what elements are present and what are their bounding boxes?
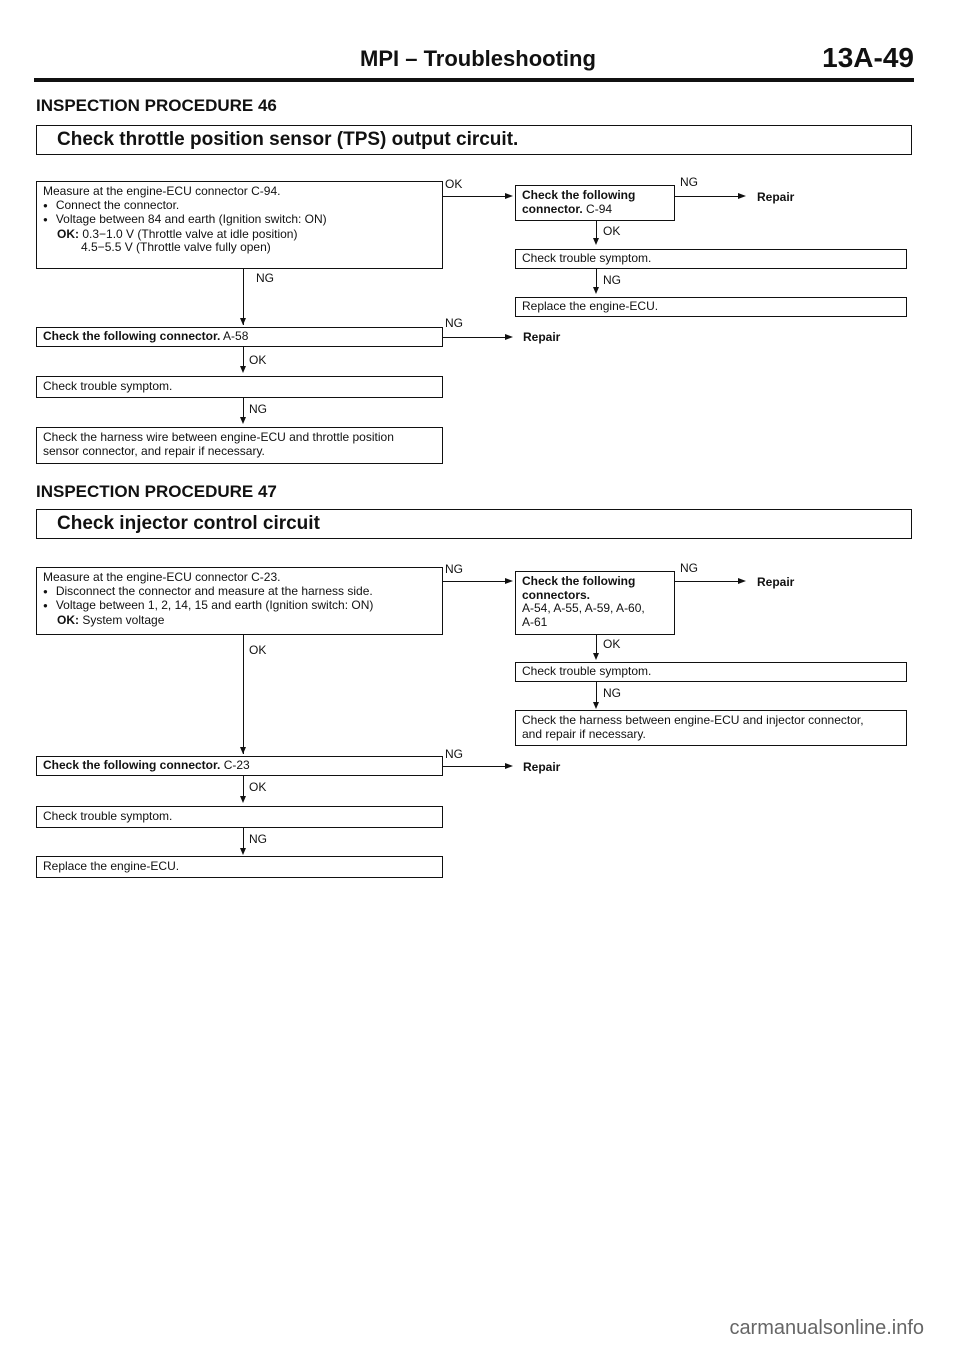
p47-connector-title: Check the following connector. bbox=[43, 758, 221, 772]
p47-replace-box: Replace the engine-ECU. bbox=[36, 856, 443, 878]
p46-measure-box bbox=[36, 181, 443, 269]
p47-right-ng2-label: NG bbox=[603, 686, 621, 700]
p46-connector-ok-arrow bbox=[240, 366, 246, 373]
p46-right-check-code: C-94 bbox=[586, 201, 613, 216]
p47-symptom-box: Check trouble symptom. bbox=[36, 806, 443, 828]
p46-connector-code: A-58 bbox=[223, 329, 249, 343]
p46-right-ok-arrow bbox=[593, 238, 599, 245]
p47-right-ok-label: OK bbox=[603, 637, 621, 651]
p46-ok-connector-line bbox=[443, 196, 508, 197]
p46-right-ng-label: NG bbox=[680, 175, 698, 189]
p46-right-ng2-label: NG bbox=[603, 273, 621, 287]
p46-connector-ok-label: OK bbox=[249, 353, 267, 367]
p47-right-check-codes-1: A-54, A-55, A-59, A-60, bbox=[522, 601, 645, 615]
p46-harness-box bbox=[36, 427, 443, 464]
p47-connector-repair: Repair bbox=[523, 760, 561, 774]
p47-ng-label-1: NG bbox=[445, 562, 463, 576]
p47-right-harness-line-1: Check the harness between engine-ECU and injector connector, bbox=[522, 713, 864, 727]
p47-measure-box bbox=[36, 567, 443, 635]
p46-right-ng2-arrow bbox=[593, 287, 599, 294]
p47-ok-arrow bbox=[240, 747, 246, 754]
p46-connector-ng-arrow bbox=[505, 334, 513, 340]
p47-right-ng2-arrow bbox=[593, 702, 599, 709]
p46-right-check-box bbox=[515, 185, 675, 221]
p47-right-symptom-box: Check trouble symptom. bbox=[515, 662, 907, 682]
p47-right-ng-label: NG bbox=[680, 561, 698, 575]
p46-symptom-ng-arrow bbox=[240, 417, 246, 424]
page-number: 13A-49 bbox=[822, 42, 914, 73]
p47-connector-ng-arrow bbox=[505, 763, 513, 769]
p46-symptom-box: Check trouble symptom. bbox=[36, 376, 443, 398]
p46-right-replace-box: Replace the engine-ECU. bbox=[515, 297, 907, 317]
p46-ok-arrow bbox=[505, 193, 513, 199]
p46-measure-bullet-2: ● Voltage between 84 and earth (Ignition switch: ON) bbox=[43, 212, 327, 226]
procedure-46-heading: INSPECTION PROCEDURE 46 bbox=[36, 96, 277, 115]
p47-ok-label-1: OK bbox=[249, 643, 267, 657]
p46-right-ok-label: OK bbox=[603, 224, 621, 238]
p47-right-check-title: Check the following connectors. bbox=[522, 574, 636, 602]
p46-right-ng-line bbox=[675, 196, 740, 197]
p47-connector-ok-line bbox=[243, 776, 244, 798]
p46-measure-bullet-1: ● Connect the connector. bbox=[43, 198, 179, 212]
procedure-46-title: Check throttle position sensor (TPS) output circuit. bbox=[36, 125, 912, 155]
p47-right-harness-box bbox=[515, 710, 907, 746]
p47-right-ng-arrow bbox=[738, 578, 746, 584]
p47-ok-value: System voltage bbox=[82, 612, 165, 627]
p46-connector-ng-line bbox=[443, 337, 508, 338]
p47-connector-ok-label: OK bbox=[249, 780, 267, 794]
p47-right-ng2-line bbox=[596, 682, 597, 704]
p47-right-check-box bbox=[515, 571, 675, 635]
p47-right-ok-arrow bbox=[593, 653, 599, 660]
p46-ng-arrow bbox=[240, 318, 246, 325]
p46-ng-line bbox=[243, 269, 244, 325]
p47-connector-box bbox=[36, 756, 443, 776]
p47-measure-bullet-1: ● Disconnect the connector and measure at the harness side. bbox=[43, 584, 373, 598]
p46-right-repair: Repair bbox=[757, 190, 795, 204]
watermark: carmanualsonline.info bbox=[729, 1317, 924, 1339]
header-rule bbox=[34, 78, 914, 82]
p46-right-ng2-line bbox=[596, 269, 597, 289]
p46-ng-label-1: NG bbox=[256, 271, 274, 285]
p47-ng-connector-line bbox=[443, 581, 508, 582]
p46-measure-line: Measure at the engine-ECU connector C-94. bbox=[43, 184, 281, 198]
p47-right-check-codes-2: A-61 bbox=[522, 614, 548, 629]
p47-connector-ng-line bbox=[443, 766, 508, 767]
p46-ok-value-2: 4.5−5.5 V (Throttle valve fully open) bbox=[81, 240, 271, 254]
p47-connector-ok-arrow bbox=[240, 796, 246, 803]
p46-right-ng-arrow bbox=[738, 193, 746, 199]
p47-measure-line: Measure at the engine-ECU connector C-23. bbox=[43, 570, 281, 584]
p47-symptom-ng-line bbox=[243, 828, 244, 850]
p47-measure-bullet-2: ● Voltage between 1, 2, 14, 15 and earth (Ignition switch: ON) bbox=[43, 598, 373, 612]
p46-right-check-title: Check the following connector. bbox=[522, 188, 636, 216]
p46-connector-box bbox=[36, 327, 443, 347]
p46-ok-value-1: 0.3−1.0 V (Throttle valve at idle position) bbox=[82, 226, 298, 241]
p46-connector-repair: Repair bbox=[523, 330, 561, 344]
p47-ng-arrow bbox=[505, 578, 513, 584]
p46-connector-title: Check the following connector. bbox=[43, 329, 221, 343]
p47-symptom-ng-label: NG bbox=[249, 832, 267, 846]
p47-right-ok-line bbox=[596, 635, 597, 655]
p47-connector-ng-label: NG bbox=[445, 747, 463, 761]
p46-connector-ng-label: NG bbox=[445, 316, 463, 330]
p47-symptom-ng-arrow bbox=[240, 848, 246, 855]
page-header-title: MPI – Troubleshooting bbox=[360, 46, 596, 71]
p47-right-harness-line-2: and repair if necessary. bbox=[522, 726, 646, 741]
p46-right-symptom-box: Check trouble symptom. bbox=[515, 249, 907, 269]
p47-ok-label: OK: bbox=[57, 612, 79, 627]
p47-connector-code: C-23 bbox=[223, 758, 250, 772]
p46-ok-label-1: OK bbox=[445, 177, 463, 191]
procedure-47-heading: INSPECTION PROCEDURE 47 bbox=[36, 482, 277, 501]
p47-right-repair: Repair bbox=[757, 575, 795, 589]
p46-harness-line-1: Check the harness wire between engine-ECU and throttle position bbox=[43, 430, 394, 444]
p47-ok-line bbox=[243, 635, 244, 754]
p46-symptom-ng-label: NG bbox=[249, 402, 267, 416]
p46-ok-label: OK: bbox=[57, 226, 79, 241]
p46-harness-line-2: sensor connector, and repair if necessary. bbox=[43, 443, 265, 458]
procedure-47-title: Check injector control circuit bbox=[36, 509, 912, 539]
p47-right-ng-line bbox=[675, 581, 740, 582]
